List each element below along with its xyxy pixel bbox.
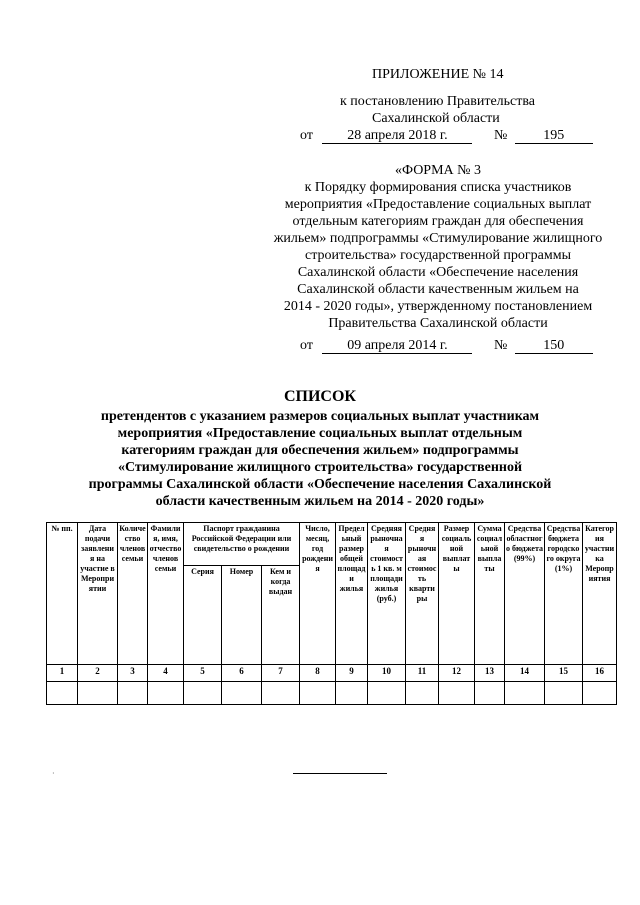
form-heading: «ФОРМА № 3 bbox=[394, 163, 482, 178]
appendix-block bbox=[300, 66, 600, 144]
form-number: 150 bbox=[515, 338, 593, 354]
appendix-date-line bbox=[300, 127, 600, 144]
header-category: Категория участника Мероприятия bbox=[583, 523, 617, 665]
empty-cell bbox=[300, 682, 336, 705]
empty-cell bbox=[439, 682, 475, 705]
appendix-number: 195 bbox=[515, 128, 593, 144]
empty-cell bbox=[78, 682, 118, 705]
header-avg-flat-price: Средняя рыночная стоимость квартиры bbox=[406, 523, 439, 665]
header-city-budget: Средства бюджета городского округа (1%) bbox=[545, 523, 583, 665]
form-date: 09 апреля 2014 г. bbox=[322, 338, 472, 354]
column-number: 9 bbox=[336, 665, 368, 682]
empty-cell bbox=[184, 682, 222, 705]
empty-cell bbox=[475, 682, 505, 705]
form-line-7: Сахалинской области качественным жильем на bbox=[297, 282, 579, 297]
column-number: 11 bbox=[406, 665, 439, 682]
empty-cell bbox=[118, 682, 148, 705]
column-number: 6 bbox=[222, 665, 262, 682]
scan-mark: · bbox=[52, 769, 55, 778]
list-subtitle: претендентов с указанием размеров социальных выплат участникам мероприятия «Предоставление социальных выплат отдельным категориям граждан для обеспечения жильем» подпрограммы «Стимулирование жилищного строительства» государственной программы Сахалинской области «Обеспечение населения Сахалинской области качественным жильем на 2014 - 2020 годы» bbox=[88, 409, 552, 509]
form-line-3: отдельным категориям граждан для обеспечения bbox=[292, 214, 584, 229]
column-number: 10 bbox=[368, 665, 406, 682]
header-avg-sqm-price: Средняя рыночная стоимость 1 кв. м площади жилья (руб.) bbox=[368, 523, 406, 665]
table-column-numbers-row bbox=[47, 665, 617, 682]
form-date-line bbox=[300, 337, 600, 354]
empty-cell bbox=[148, 682, 184, 705]
form-from-label: от bbox=[300, 338, 313, 353]
column-number: 2 bbox=[78, 665, 118, 682]
form-line-5: строительства» государственной программы bbox=[304, 248, 572, 263]
header-application-date: Дата подачи заявления на участие в Мероприятии bbox=[78, 523, 118, 665]
header-regional-budget: Средства областного бюджета (99%) bbox=[505, 523, 545, 665]
column-number: 8 bbox=[300, 665, 336, 682]
empty-cell bbox=[222, 682, 262, 705]
empty-cell bbox=[336, 682, 368, 705]
empty-cell bbox=[406, 682, 439, 705]
column-number: 1 bbox=[47, 665, 78, 682]
empty-cell bbox=[505, 682, 545, 705]
column-number: 13 bbox=[475, 665, 505, 682]
form-line-1: к Порядку формирования списка участников bbox=[304, 180, 572, 195]
header-passport: Паспорт гражданина Российской Федерации или свидетельство о рождении bbox=[184, 523, 300, 566]
column-number: 14 bbox=[505, 665, 545, 682]
form-line-2: мероприятия «Предоставление социальных выплат bbox=[284, 197, 592, 212]
appendix-line-1: к постановлению Правительства bbox=[340, 94, 536, 109]
header-family-count: Количество членов семьи bbox=[118, 523, 148, 665]
column-number: 5 bbox=[184, 665, 222, 682]
column-number: 3 bbox=[118, 665, 148, 682]
footer-divider bbox=[293, 773, 387, 774]
table-empty-row bbox=[47, 682, 617, 705]
column-number: 16 bbox=[583, 665, 617, 682]
empty-cell bbox=[583, 682, 617, 705]
form-block bbox=[258, 162, 618, 332]
appendix-number-label: № bbox=[493, 128, 508, 143]
header-doc-number: Номер bbox=[222, 566, 262, 665]
header-series: Серия bbox=[184, 566, 222, 665]
list-title: СПИСОК bbox=[283, 388, 357, 405]
appendix-date: 28 апреля 2018 г. bbox=[322, 128, 472, 144]
header-payment-size: Размер социальной выплаты bbox=[439, 523, 475, 665]
header-number: № пп. bbox=[47, 523, 78, 665]
column-number: 7 bbox=[262, 665, 300, 682]
appendix-line-2: Сахалинской области bbox=[372, 111, 500, 126]
appendix-heading: ПРИЛОЖЕНИЕ № 14 bbox=[372, 67, 504, 82]
table-header-row-1 bbox=[47, 523, 617, 566]
header-family-names: Фамилия, имя, отчество членов семьи bbox=[148, 523, 184, 665]
empty-cell bbox=[262, 682, 300, 705]
form-number-label: № bbox=[493, 338, 508, 353]
form-line-6: Сахалинской области «Обеспечение населения bbox=[297, 265, 579, 280]
column-number: 4 bbox=[148, 665, 184, 682]
applicants-table bbox=[46, 522, 617, 705]
header-max-area: Предельный размер общей площади жилья bbox=[336, 523, 368, 665]
form-line-9: Правительства Сахалинской области bbox=[328, 316, 548, 331]
header-birth-date: Число, месяц, год рождения bbox=[300, 523, 336, 665]
form-line-4: жильем» подпрограммы «Стимулирование жилищного bbox=[273, 231, 603, 246]
form-line-8: 2014 - 2020 годы», утвержденному постановлением bbox=[283, 299, 593, 314]
header-issued-by: Кем и когда выдан bbox=[262, 566, 300, 665]
column-number: 15 bbox=[545, 665, 583, 682]
column-number: 12 bbox=[439, 665, 475, 682]
appendix-from-label: от bbox=[300, 128, 313, 143]
empty-cell bbox=[545, 682, 583, 705]
empty-cell bbox=[368, 682, 406, 705]
form-date-block bbox=[300, 337, 600, 354]
header-payment-sum: Сумма социальной выплаты bbox=[475, 523, 505, 665]
empty-cell bbox=[47, 682, 78, 705]
